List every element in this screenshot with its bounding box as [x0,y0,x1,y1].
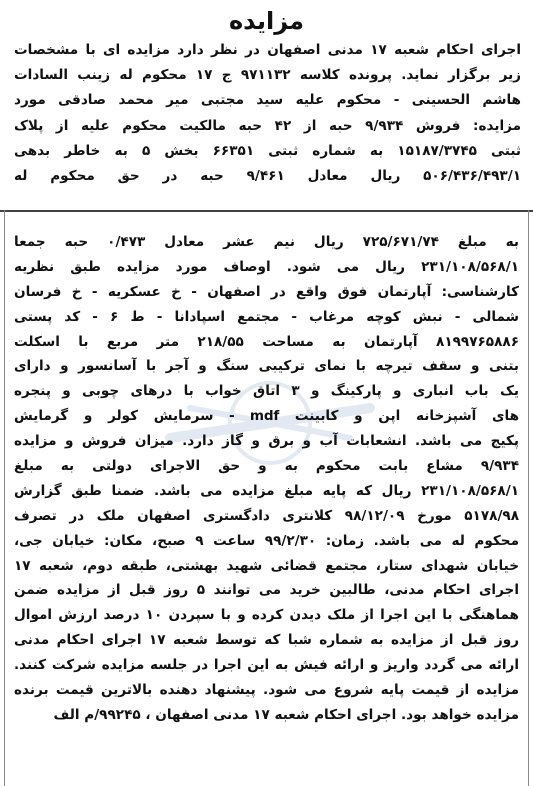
body-line: بتنی و سقف تیرچه با نمای ترکیبی سنگ و آجر با آسانسور و دارای [14,358,519,375]
body-line: محکوم له می باشد. زمان: ۹۹/۲/۳۰ ساعت ۹ صبح، مکان: خیابان جی، [14,532,519,549]
body-line: شمالی - نبش کوچه مرغاب - مجتمع اسپادانا - ط ۶ - کد پستی [14,308,519,325]
body-line: ۲۳۱/۱۰۸/۵۶۸/۱ ریال می شود. اوصاف مورد مزایده طبق نظریه [14,258,519,275]
intro-line: زیر برگزار نماید. پرونده کلاسه ۹۷۱۱۳۲ ج ۱۷ محکوم له زینب السادات [14,67,521,84]
notice-intro [14,38,521,189]
intro-line: ثبتی ۱۵۱۸۷/۳۷۴۵ به شماره ثبتی ۶۶۳۵۱ بخش ۵ به خاطر بدهی [14,142,521,159]
frame-left-border [4,210,5,786]
body-line: ۵۱۷۸/۹۸ مورخ ۹۸/۱۲/۰۹ کلانتری دادگستری اصفهان ملک در تصرف [14,507,519,524]
body-line: ۸۱۹۹۷۶۵۸۸۶ آپارتمان به مساحت ۲۱۸/۵۵ متر مربع با اسکلت [14,333,519,350]
body-line: مزایده خواهد بود. اجرای احکام شعبه ۱۷ مدنی اصفهان ، ۹۹۲۴۵/م الف [53,706,519,723]
intro-line: ۵۰۶/۴۳۶/۴۹۳/۱ ریال معادل ۹/۴۶۱ حبه در حق محکوم له [14,167,521,184]
body-line: اجرای احکام مدنی، طالبین خرید می توانند ۵ روز قبل از مزایده ضمن [14,582,519,599]
body-line: ۹/۹۳۴ مشاع بابت محکوم به و حق الاجرای دولتی به مبلغ [14,458,519,475]
body-line: به مبلغ ۷۲۵/۶۷۱/۷۴ ریال نیم عشر معادل ۰/۴۷۳ حبه جمعا [14,234,519,250]
intro-line: هاشم الحسینی - محکوم علیه سید مجتبی میر محمد صادقی مورد [14,92,521,109]
body-line: یک باب انباری و پارکینگ و ۳ اتاق خواب با درهای چوبی و پنجره [14,383,519,400]
body-line: هماهنگی با این اجرا از ملک دیدن کرده و با سپردن ۱۰ درصد ارزش اموال [14,607,519,624]
notice-body [14,230,519,728]
body-line: مزایده از قیمت پایه شروع می شود. پیشنهاد دهنده بالاترین قیمت برنده [14,682,519,699]
intro-line: اجرای احکام شعبه ۱۷ مدنی اصفهان در نظر دارد مزایده ای با مشخصات [14,42,521,58]
body-line: های آشپزخانه اپن و کابینت mdf - سرمایش کولر و گرمایش [14,408,519,425]
notice-title: مزایده [228,7,305,35]
frame-right-border [528,210,529,786]
body-line: خیابان شهدای ستار، مجتمع قضائی شهید بهشتی، طبقه دوم، شعبه ۱۷ [14,557,519,574]
body-line: ۲۳۱/۱۰۸/۵۶۸/۱ ریال که پایه مبلغ مزایده می باشد. ضمنا طبق گزارش [14,482,519,499]
body-line: پکیج می باشد. انشعابات آب و برق و گاز دارد. میزان فروش و مزایده [14,433,519,450]
body-line: ارائه می گردد واریز و ارائه فیش به این اجرا در جلسه مزایده شرکت کنند. [14,657,519,674]
intro-line: مزایده: فروش ۹/۹۳۴ حبه از ۴۲ حبه مالکیت محکوم علیه از پلاک [14,117,521,134]
section-divider [0,210,533,212]
body-line: کارشناسی: آپارتمان فوق واقع در اصفهان - خ عسکریه - خ فرسان [14,283,519,300]
body-line: روز قبل از مزایده به شماره شبا که توسط شعبه ۱۷ اجرای احکام مدنی [14,632,519,649]
